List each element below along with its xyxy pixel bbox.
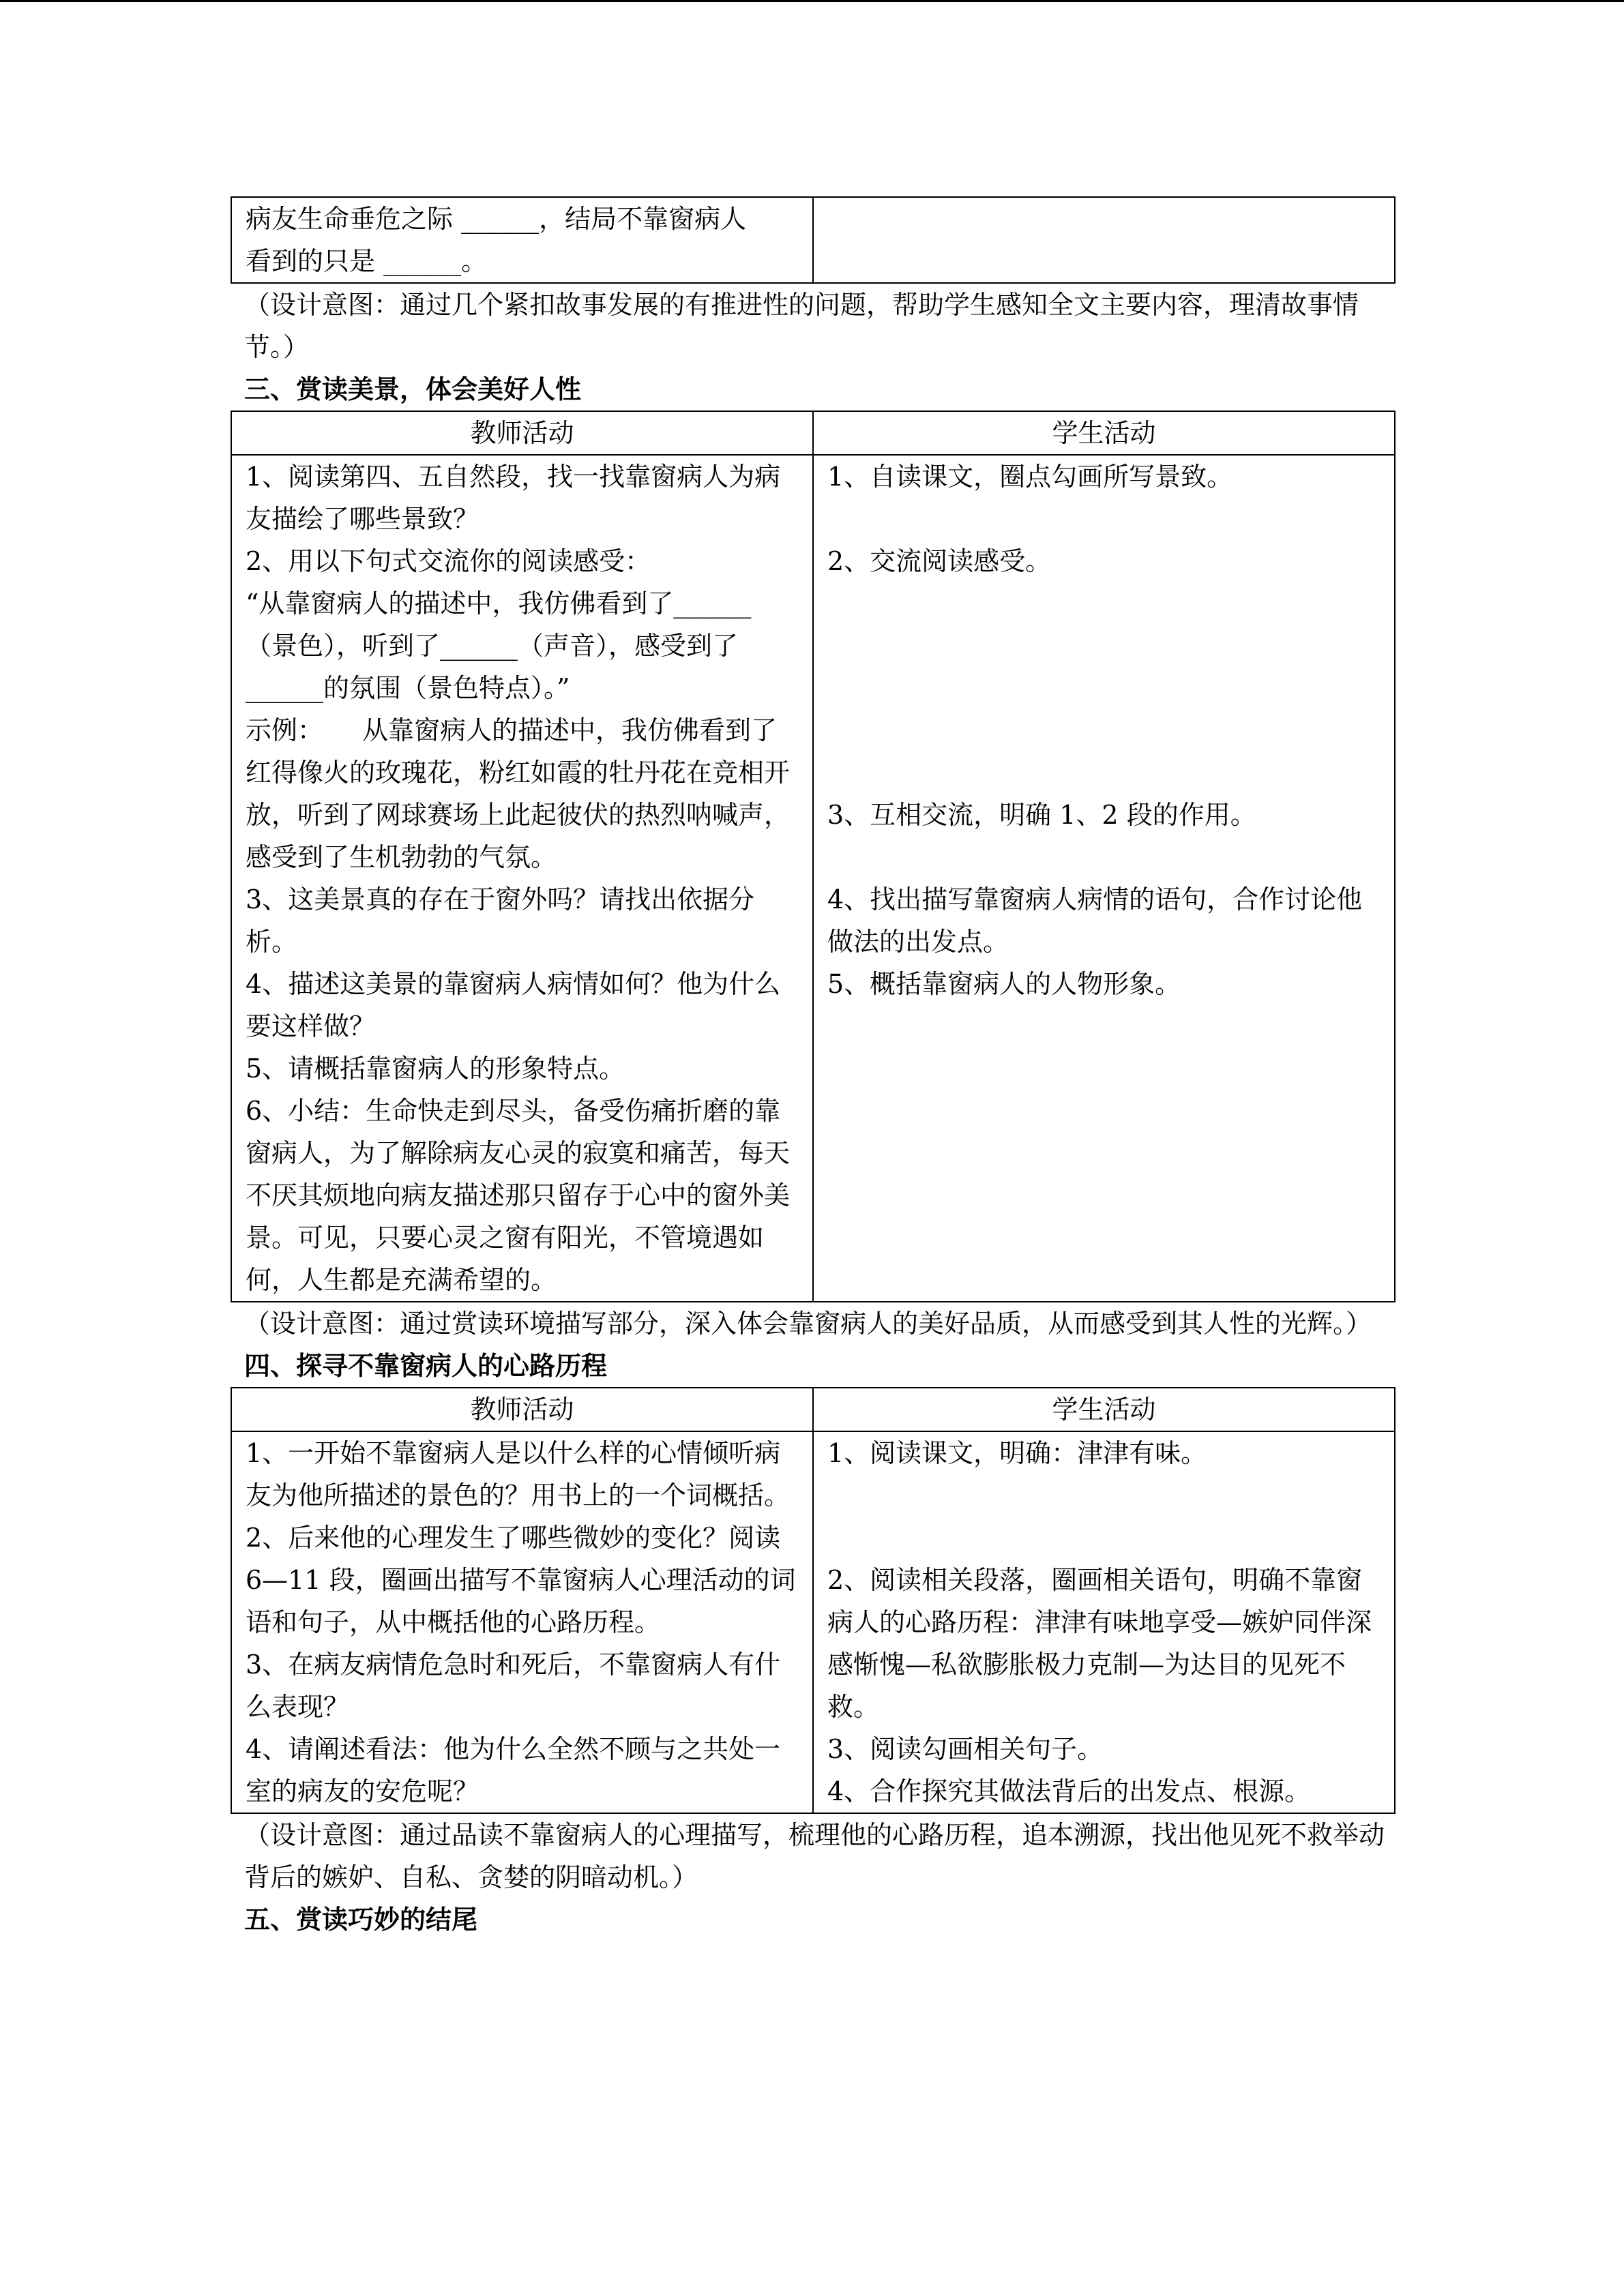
table-header-row: [231, 1388, 1395, 1431]
teacher-item: 1、阅读第四、五自然段，找一找靠窗病人为病友描绘了哪些景致？: [246, 462, 781, 534]
table-row: [231, 1431, 1395, 1813]
student-item: 4、合作探究其做法背后的出发点、根源。: [827, 1776, 1311, 1806]
teacher-item: 1、一开始不靠窗病人是以什么样的心情倾听病友为他所描述的景色的？用书上的一个词概括。: [246, 1438, 791, 1510]
spacer: [827, 1474, 1381, 1559]
teacher-item: 4、请阐述看法：他为什么全然不顾与之共处一室的病友的安危呢？: [246, 1734, 781, 1806]
student-item: 1、自读课文，圈点勾画所写景致。: [827, 462, 1233, 492]
section-heading: 三、赏读美景，体会美好人性: [244, 374, 582, 404]
teacher-activity-header: 教师活动: [231, 411, 813, 455]
spacer: [827, 582, 1381, 794]
spacer: [827, 498, 1381, 540]
section-heading: 五、赏读巧妙的结尾: [244, 1904, 478, 1935]
teacher-activities-cell: [231, 1431, 813, 1813]
student-activity-header: 学生活动: [813, 1388, 1395, 1431]
student-item: 3、阅读勾画相关句子。: [827, 1734, 1104, 1764]
design-intent-note: （设计意图：通过赏读环境描写部分，深入体会靠窗病人的美好品质，从而感受到其人性的光辉。）: [244, 1309, 1372, 1339]
design-intent-note: （设计意图：通过几个紧扣故事发展的有推进性的问题，帮助学生感知全文主要内容，理清故事情节。）: [244, 290, 1359, 362]
teacher-item: 5、请概括靠窗病人的形象特点。: [246, 1054, 625, 1084]
teacher-item: 3、这美景真的存在于窗外吗？请找出依据分析。: [246, 884, 755, 957]
continuation-table: [231, 196, 1396, 284]
teacher-activities-cell: [231, 455, 813, 1302]
student-item: 5、概括靠窗病人的人物形象。: [827, 969, 1181, 999]
student-item: 3、互相交流，明确 1、2 段的作用。: [827, 800, 1256, 830]
student-item: 4、找出描写靠窗病人病情的语句，合作讨论他做法的出发点。: [827, 884, 1363, 957]
student-item: 2、阅读相关段落，圈画相关语句，明确不靠窗病人的心路历程：津津有味地享受—嫉妒同伴深感惭愧—私欲膨胀极力克制—为达目的见死不救。: [827, 1565, 1372, 1722]
table-line: 看到的只是 ______。: [246, 246, 488, 276]
teacher-item: 2、用以下句式交流你的阅读感受：: [246, 546, 651, 576]
teacher-item: 3、在病友病情危急时和死后，不靠窗病人有什么表现？: [246, 1650, 781, 1722]
student-activity-header: 学生活动: [813, 411, 1395, 455]
student-item: 1、阅读课文，明确：津津有味。: [827, 1438, 1207, 1468]
activity-table-section3: [231, 411, 1396, 1302]
spacer: [827, 836, 1381, 878]
table-row: [231, 455, 1395, 1302]
student-item: 2、交流阅读感受。: [827, 546, 1052, 576]
teacher-item: 2、后来他的心理发生了哪些微妙的变化？阅读 6—11 段，圈画出描写不靠窗病人心理活动的词语和句子，从中概括他的心路历程。: [246, 1523, 796, 1637]
section-heading: 四、探寻不靠窗病人的心路历程: [244, 1350, 608, 1381]
teacher-item: 6、小结：生命快走到尽头，备受伤痛折磨的靠窗病人，为了解除病友心灵的寂寞和痛苦，每天不厌其烦地向病友描述那只留存于心中的窗外美景。可见，只要心灵之窗有阳光，不管境遇如何，人生都是充满希望的。: [246, 1096, 791, 1295]
page-top-border: [0, 0, 1624, 2]
teacher-activity-header: 教师活动: [231, 1388, 813, 1431]
student-activities-cell: [813, 455, 1395, 1302]
teacher-cell: [231, 197, 813, 283]
design-intent-note: （设计意图：通过品读不靠窗病人的心理描写，梳理他的心路历程，追本溯源，找出他见死不救举动背后的嫉妒、自私、贪婪的阴暗动机。）: [244, 1820, 1385, 1892]
student-cell: [813, 197, 1395, 283]
teacher-item: 示例： 从靠窗病人的描述中，我仿佛看到了红得像火的玫瑰花，粉红如霞的牡丹花在竞相开放，听到了网球赛场上此起彼伏的热烈呐喊声，感受到了生机勃勃的气氛。: [246, 715, 791, 872]
table-line: 病友生命垂危之际 ______，结局不靠窗病人: [246, 204, 747, 234]
table-header-row: [231, 411, 1395, 455]
teacher-item: “从靠窗病人的描述中，我仿佛看到了______（景色），听到了______（声音），感受到了______的氛围（景色特点）。”: [246, 588, 752, 703]
student-activities-cell: [813, 1431, 1395, 1813]
activity-table-section4: [231, 1387, 1396, 1814]
document-body: [231, 196, 1394, 1941]
table-row: [231, 197, 1395, 283]
teacher-item: 4、描述这美景的靠窗病人病情如何？他为什么要这样做？: [246, 969, 781, 1041]
